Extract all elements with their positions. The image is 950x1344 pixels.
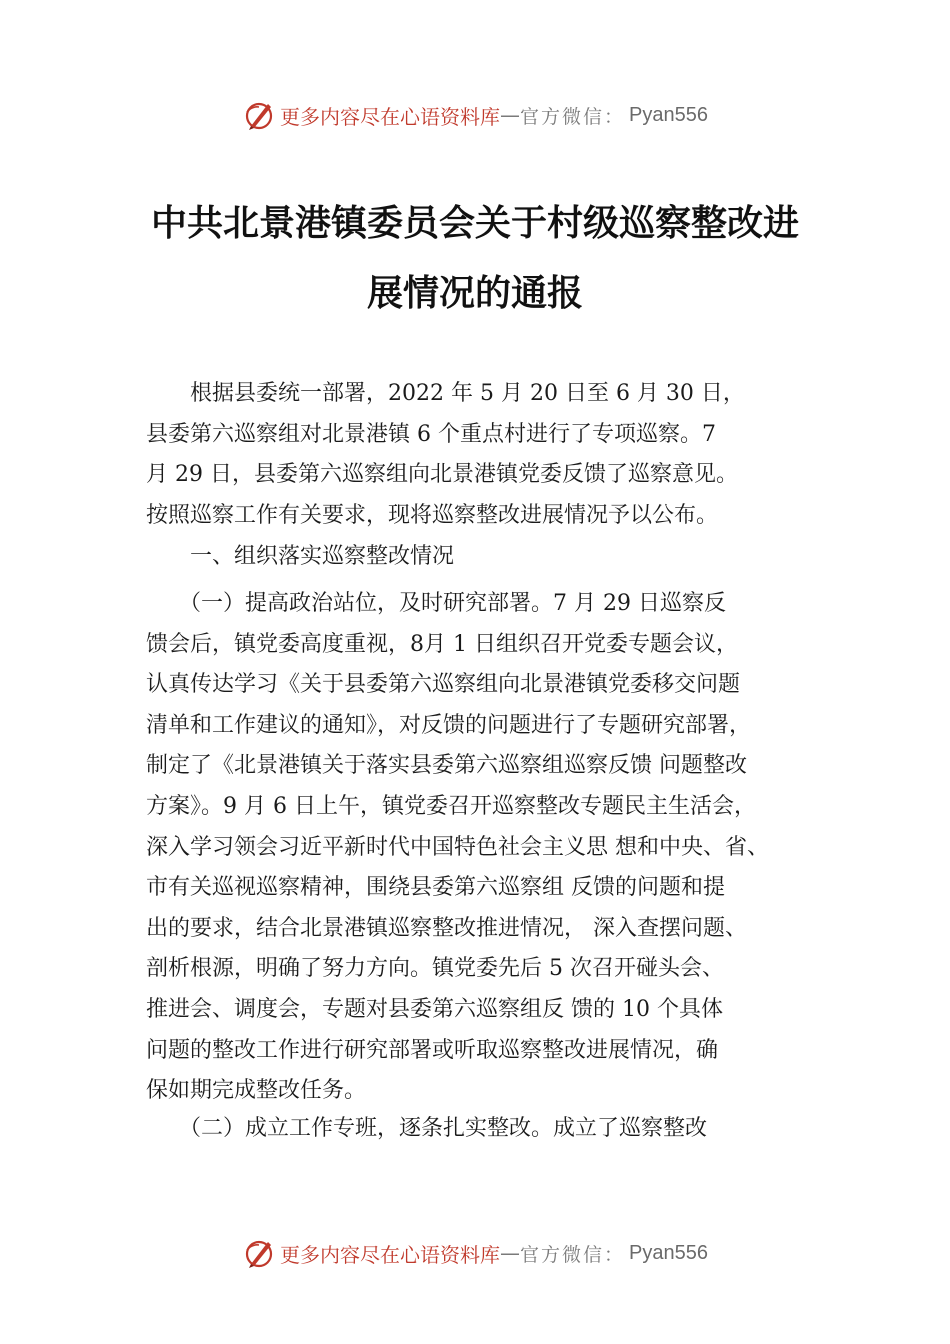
text-line: 推进会、调度会，专题对县委第六巡察组反 馈的 10 个具体 <box>146 996 723 1022</box>
text-line: 按照巡察工作有关要求，现将巡察整改进展情况予以公布。 <box>146 502 719 528</box>
text-line: 清单和工作建议的通知》，对反馈的问题进行了专题研究部署， <box>146 712 752 738</box>
text-line: （二）成立工作专班，逐条扎实整改。成立了巡察整改 <box>146 1116 708 1141</box>
text-line: 月 29 日，县委第六巡察组向北景港镇党委反馈了巡察意见。 <box>146 462 738 488</box>
text-line: 方案》。9 月 6 日上午，镇党委召开巡察整改专题民主生活会， <box>146 793 756 819</box>
paragraph-section-1-item-1 <box>146 584 846 1112</box>
paragraph-intro <box>146 374 846 536</box>
watermark-wechat-label: 官方微信： <box>520 1243 626 1266</box>
pen-logo-icon <box>242 98 276 132</box>
text-line: 问题的整改工作进行研究部署或听取巡察整改进展情况，确 <box>146 1037 719 1063</box>
section-heading-1 <box>146 537 846 578</box>
text-line: 县委第六巡察组对北景港镇 6 个重点村进行了专项巡察。7 <box>146 421 716 447</box>
watermark-wechat-id: Pyan556 <box>629 103 708 126</box>
watermark-site-text: 更多内容尽在心语资料库 <box>280 104 500 129</box>
watermark-wechat-id: Pyan556 <box>629 1241 708 1264</box>
pen-logo-icon <box>242 1236 276 1270</box>
watermark-dash: — <box>500 1241 520 1265</box>
watermark-site-text: 更多内容尽在心语资料库 <box>280 1242 500 1267</box>
text-line: 保如期完成整改任务。 <box>146 1078 367 1104</box>
watermark-banner-top <box>0 95 950 135</box>
text-line: 认真传达学习《关于县委第六巡察组向北景港镇党委移交问题 <box>146 672 741 698</box>
text-line: 馈会后，镇党委高度重视，8月 1 日组织召开党委专题会议， <box>146 631 738 657</box>
text-line: 市有关巡视巡察精神，围绕县委第六巡察组 反馈的问题和提 <box>146 875 725 901</box>
document-title-line-1: 中共北景港镇委员会关于村级巡察整改进 <box>150 202 799 244</box>
watermark-banner-bottom <box>0 1233 950 1273</box>
document-title-line-2: 展情况的通报 <box>366 272 583 314</box>
text-line: 剖析根源，明确了努力方向。镇党委先后 5 次召开碰头会、 <box>146 956 724 982</box>
text-line: 出的要求，结合北景港镇巡察整改推进情况， 深入查摆问题、 <box>146 915 747 941</box>
text-line: 深入学习领会习近平新时代中国特色社会主义思 想和中央、省、 <box>146 834 769 860</box>
text-line: （一）提高政治站位，及时研究部署。7 月 29 日巡察反 <box>146 591 726 616</box>
text-line: 根据县委统一部署，2022 年 5 月 20 日至 6 月 30 日， <box>146 381 745 406</box>
watermark-dash: — <box>500 103 520 127</box>
heading-line: 一、组织落实巡察整改情况 <box>146 544 455 569</box>
text-line: 制定了《北景港镇关于落实县委第六巡察组巡察反馈 问题整改 <box>146 753 747 779</box>
paragraph-section-1-item-2 <box>146 1109 846 1150</box>
watermark-wechat-label: 官方微信： <box>520 105 626 128</box>
